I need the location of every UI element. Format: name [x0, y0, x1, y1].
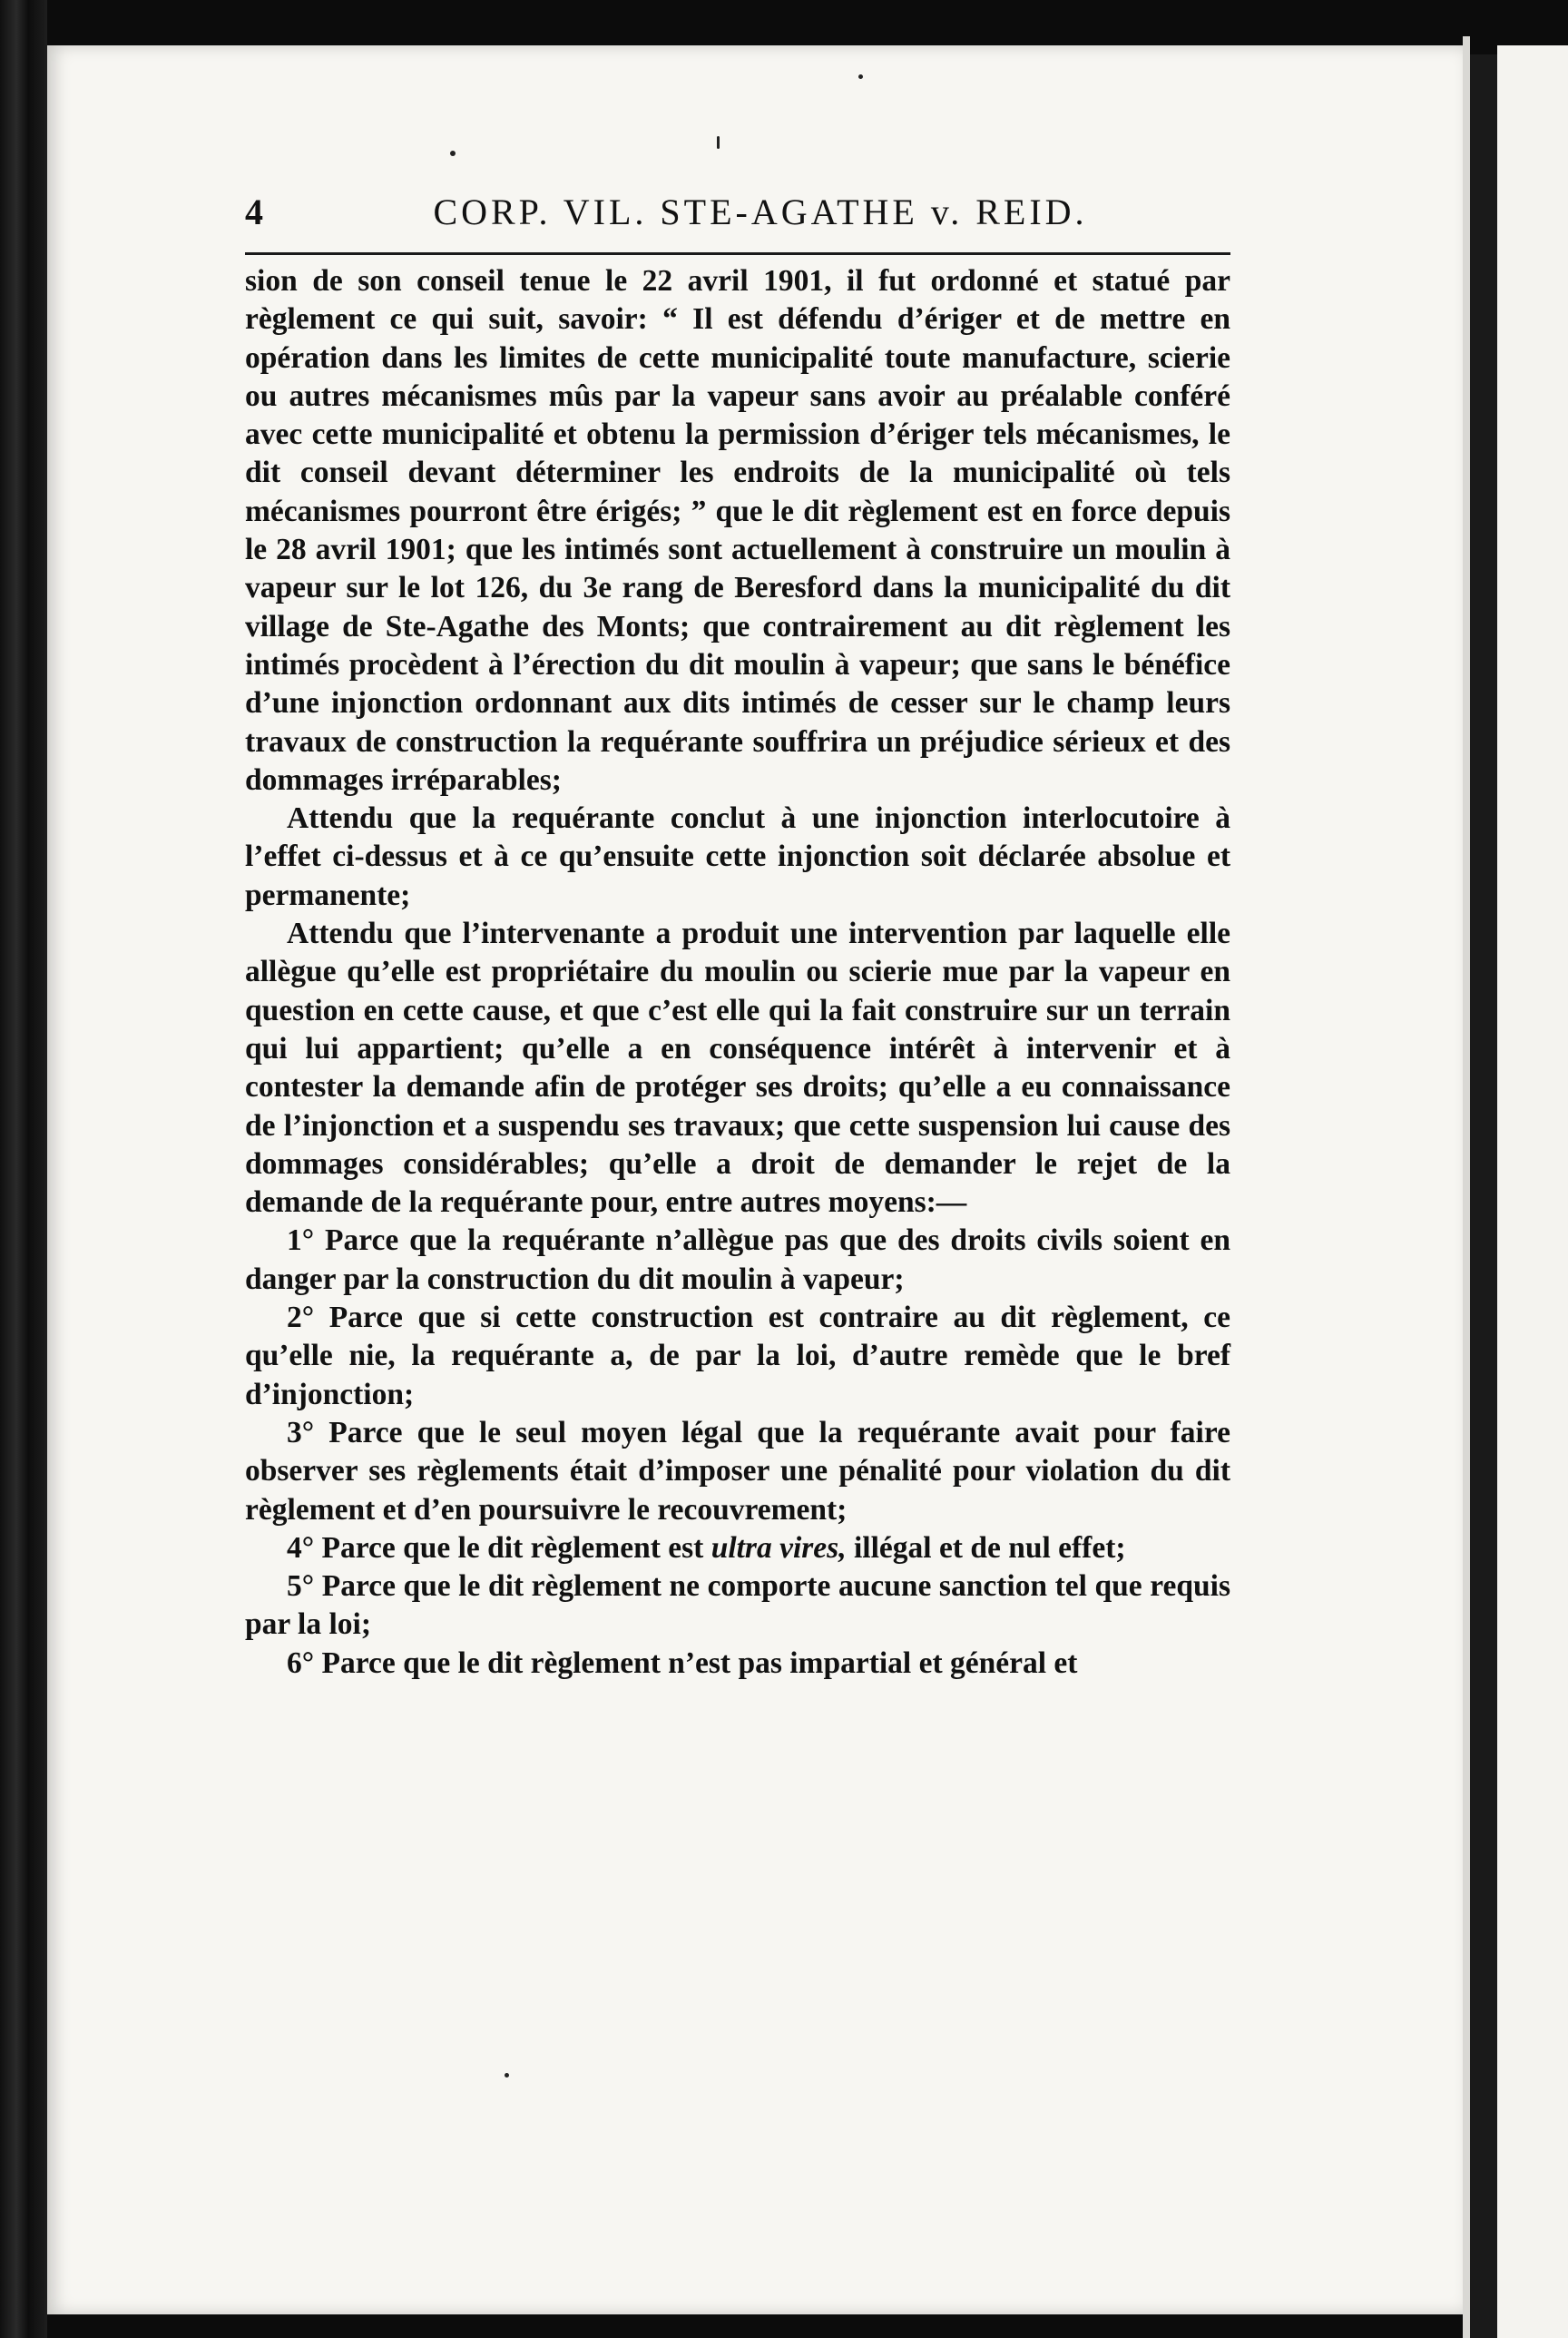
- paragraph: Attendu que la requérante conclut à une injonction interlocutoire à l’effet ci-dessus et à ce qu’ensuite cette injonction soit déclarée absolue et permanente;: [245, 801, 1230, 912]
- gutter-shadow: [1470, 54, 1497, 2338]
- paragraph: Attendu que l’intervenante a produit une intervention par laquelle elle allègue qu’elle est propriétaire du moulin ou scierie mue par la vapeur en question en cette cause, et que c’est elle qui la fait construire sur un terrain qui lui appartient; qu’elle a en conséquence intérêt à intervenir et à contester la demande afin de protéger ses droits; qu’elle a eu connaissance de l’injonction et a suspendu ses travaux; que cette suspension lui cause des dommages considérables; qu’elle a droit de demander le rejet de la demande de la requérante pour, entre autres moyens:—: [245, 917, 1230, 1220]
- scan-speck: [858, 74, 863, 79]
- page-header: [245, 182, 1230, 245]
- body-text: [245, 262, 1230, 1683]
- page-edge: [1463, 36, 1470, 2338]
- paragraph-continued: sion de son conseil tenue le 22 avril 1901, il fut ordonné et statué par règlement ce qui suit, savoir: “ Il est défendu d’ériger et de mettre en opération dans les limites de cette municipalité toute manufacture, scierie ou autres mécanismes mûs par la vapeur sans avoir au préalable conféré avec cette municipalité et obtenu la permission d’ériger tels mécanismes, le dit conseil devant déterminer les endroits de la municipalité où tels mécanismes pourront être érigés; ” que le dit règlement est en force depuis le 28 avril 1901; que les intimés sont actuellement à construire un moulin à vapeur sur le lot 126, du 3e rang de Beresford dans la municipalité du dit village de Ste-Agathe des Monts; que contrairement au dit règlement les intimés procèdent à l’érection du dit moulin à vapeur; que sans le bénéfice d’une injonction ordonnant aux dits intimés de cesser sur le champ leurs travaux de construction la requérante souffrira un préjudice sérieux et des dommages irréparables;: [245, 264, 1230, 797]
- numbered-ground: 5° Parce que le dit règlement ne comporte aucune sanction tel que requis par la loi;: [245, 1569, 1230, 1642]
- page-content: [245, 182, 1230, 1683]
- ground-text: illégal et de nul effet;: [846, 1530, 1126, 1565]
- numbered-ground: 1° Parce que la requérante n’allègue pas que des droits civils soient en danger par la construction du dit moulin à vapeur;: [245, 1223, 1230, 1296]
- running-title: CORP. VIL. STE-AGATHE v. REID.: [433, 192, 1088, 232]
- ground-text: 4° Parce que le dit règlement est: [287, 1530, 711, 1565]
- scan-speck: [450, 151, 456, 156]
- numbered-ground: [245, 1529, 1230, 1567]
- numbered-ground: 2° Parce que si cette construction est contraire au dit règlement, ce qu’elle nie, la requérante a, de par la loi, d’autre remède que le bref d’injonction;: [245, 1301, 1230, 1411]
- page-number: 4: [245, 192, 263, 232]
- numbered-ground: 3° Parce que le seul moyen légal que la requérante avait pour faire observer ses règlements était d’imposer une pénalité pour violation du dit règlement et d’en poursuivre le recouvrement;: [245, 1415, 1230, 1527]
- scan-speck: [505, 2073, 509, 2078]
- binding-edge: [0, 0, 47, 2338]
- next-page-margin: [1497, 45, 1568, 2338]
- latin-phrase: ultra vires,: [710, 1530, 847, 1565]
- scan-speck: [717, 136, 720, 149]
- header-rule: [245, 252, 1230, 255]
- numbered-ground: 6° Parce que le dit règlement n’est pas impartial et général et: [287, 1645, 1078, 1680]
